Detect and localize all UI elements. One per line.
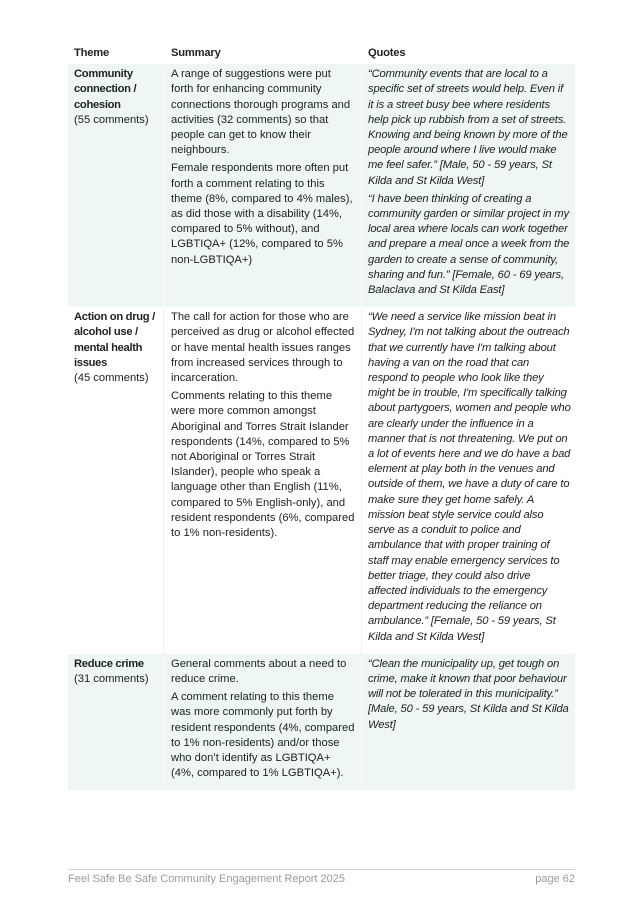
quotes-cell [361, 310, 575, 653]
theme-name: Community connection / cohesion [74, 68, 137, 111]
summary-paragraph: Female respondents more often put forth a comment relating to this theme (8%, compared to 4% males), as did those with a disability (14%, compared to 5% without), and LGBTIQA+ (12%, compared to 5% non-LGBTIQA+) [171, 162, 353, 266]
table-row [68, 307, 575, 653]
header-summary: Summary [163, 44, 361, 64]
summary-cell [163, 310, 361, 653]
table-row [68, 64, 575, 307]
themes-table [68, 44, 575, 790]
summary-paragraph: A range of suggestions were put forth for enhancing community connections thorough programs and activities (32 comments) so that people can get to know their neighbours. [171, 68, 351, 157]
summary-paragraph: The call for action for those who are perceived as drug or alcohol effected or have mental health issues ranges from increased services through to incarceration. [171, 311, 355, 385]
summary-cell [163, 67, 361, 307]
summary-cell [163, 657, 361, 791]
quote: “I have been thinking of creating a community garden or similar project in my local area where locals can work together and prepare a meal once a week from the garden to create a sense of community, sharing and fun.” [Female, 60 - 69 years, Balaclava and St Kilda East] [368, 192, 570, 297]
theme-cell [68, 657, 163, 791]
theme-name: Reduce crime [74, 657, 144, 670]
summary-paragraph: A comment relating to this theme was more commonly put forth by resident respondents (4%, compared to 1% non-residents) and/or those who don’t identify as LGBTIQA+ (4%, compared to 1% LGBTIQA+). [171, 691, 355, 780]
page-number: page 62 [535, 873, 575, 885]
summary-paragraph: Comments relating to this theme were more common amongst Aboriginal and Torres Strait Islander respondents (14%, compared to 5% not Aboriginal or Torres Strait Islander), people who speak a language other than English (11%, compared to 5% English-only), and resident respondents (6%, compared to 1% non-residents). [171, 390, 355, 540]
theme-cell [68, 67, 163, 307]
quotes-cell [361, 67, 575, 307]
report-title: Feel Safe Be Safe Community Engagement Report 2025 [68, 873, 345, 885]
quote: “We need a service like mission beat in Sydney, I'm not talking about the outreach that we currently have I'm talking about having a van on the road that can respond to people who look like they might be in trouble, I'm specifically talking about partygoers, women and people who are clearly under the influence in a manner that is not threatening. We put on a lot of events here and we do have a bad element at play both in the venues and outside of them, we have a duty of care to make sure they get home safely. A mission beat style service could also serve as a conduit to police and ambulance that with proper training of staff may enable emergency services to better triage, they could also drive affected individuals to the emergency department reducing the reliance on ambulance.” [Female, 50 - 59 years, St Kilda and St Kilda West] [368, 311, 571, 643]
header-quotes: Quotes [361, 44, 575, 64]
table-row [68, 654, 575, 791]
comment-count: (55 comments) [74, 113, 149, 126]
table-header-row [68, 44, 575, 64]
quote: “Clean the municipality up, get tough on crime, make it known that poor behaviour will not be tolerated in this municipality.” [Male, 50 - 59 years, St Kilda and St Kilda West] [368, 657, 569, 731]
comment-count: (31 comments) [74, 672, 149, 685]
theme-name: Action on drug / alcohol use / mental health issues [74, 311, 155, 369]
quote: “Community events that are local to a specific set of streets would help. Even if it is a street busy bee where residents help pick up rubbish from a set of streets. Knowing and being known by more of the people around where I live would make me feel safer.” [Male, 50 - 59 years, St Kilda and St Kilda West] [368, 68, 568, 187]
theme-cell [68, 310, 163, 653]
page-footer [68, 869, 575, 885]
quotes-cell [361, 657, 575, 791]
header-theme: Theme [74, 47, 110, 59]
comment-count: (45 comments) [74, 372, 149, 385]
summary-paragraph: General comments about a need to reduce crime. [171, 657, 347, 685]
